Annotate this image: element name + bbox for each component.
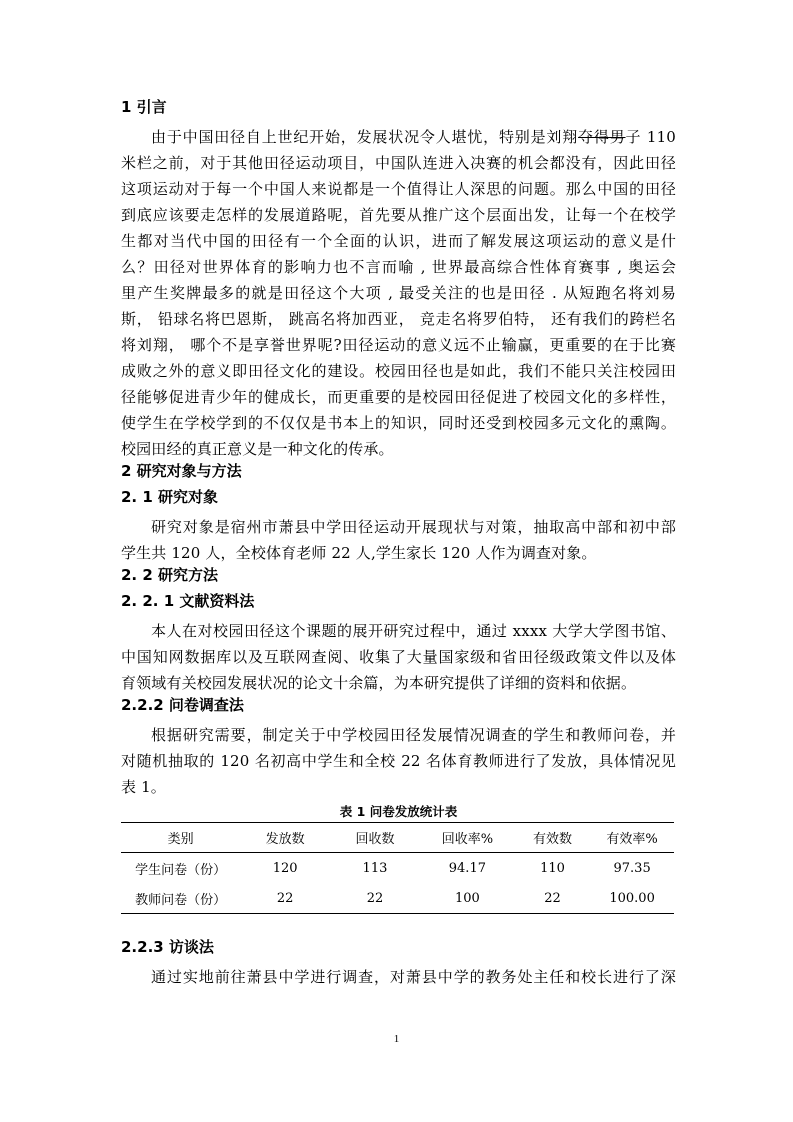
subsection-heading-methods: 2. 2 研究方法 <box>121 566 219 584</box>
text-line: 成败之外的意义即田径文化的建设。校园田径也是如此，我们不能只关注校园田 <box>121 362 676 380</box>
text-line: 本人在对校园田径这个课题的展开研究过程中，通过 xxxx 大学大学图书馆、 <box>151 622 676 640</box>
table-cell: 113 <box>362 860 388 876</box>
table-header-row <box>121 823 674 853</box>
text-line: 学生共 120 人，全校体育老师 22 人,学生家长 120 人作为调查对象。 <box>121 544 597 562</box>
page-content <box>121 98 676 990</box>
table-row <box>121 883 674 914</box>
page-number: 1 <box>393 1033 400 1045</box>
text-line: 到底应该要走怎样的发展道路呢，首先要从推广这个层面出发，让每一个在校学 <box>121 206 676 224</box>
text-line: 这项运动对于每一个中国人来说都是一个值得让人深思的问题。那么中国的田径 <box>121 180 676 198</box>
subsubsection-heading-questionnaire: 2.2.2 问卷调查法 <box>121 696 244 714</box>
text-line: 根据研究需要，制定关于中学校园田径发展情况调查的学生和教师问卷，并 <box>151 726 676 744</box>
table-header-cell: 回收数 <box>330 823 420 853</box>
table-cell: 110 <box>540 860 565 876</box>
struck-text: 夺得男 <box>578 128 626 146</box>
text-line: 育领域有关校园发展状况的论文十余篇，为本研究提供了详细的资料和依据。 <box>121 674 637 692</box>
text-line: 径能够促进青少年的健成长，而更重要的是校园田径促进了校园文化的多样性， <box>121 388 676 406</box>
text-line: 通过实地前往萧县中学进行调查，对萧县中学的教务处主任和校长进行了深 <box>151 968 676 986</box>
table-cell: 97.35 <box>613 860 651 876</box>
paragraph-introduction <box>121 124 676 462</box>
text-line: 米栏之前，对于其他田径运动项目，中国队连进入决赛的机会都没有，因此田径 <box>121 154 676 172</box>
text-line: 将刘翔， 哪个不是享誉世界呢?田径运动的意义远不止输赢，更重要的在于比赛 <box>121 336 676 354</box>
text-line: 使学生在学校学到的不仅仅是书本上的知识，同时还受到校园多元文化的熏陶。 <box>121 414 676 432</box>
paragraph-interview <box>121 964 676 990</box>
subsubsection-heading-literature: 2. 2. 1 文献资料法 <box>121 592 255 610</box>
table-header-cell: 回收率% <box>420 823 515 853</box>
text-line: 表 1。 <box>121 778 166 796</box>
text-line: 研究对象是宿州市萧县中学田径运动开展现状与对策，抽取高中部和初中部 <box>151 518 676 536</box>
paragraph-subjects <box>121 514 676 566</box>
table-cell: 22 <box>515 883 590 914</box>
text-segment: 子 110 <box>625 128 676 146</box>
paragraph-questionnaire <box>121 722 676 800</box>
text-segment: 由于中国田径自上世纪开始，发展状况令人堪忧，特别是刘翔 <box>151 128 579 146</box>
table-cell: 100 <box>420 883 515 914</box>
table-row <box>121 853 674 884</box>
table-cell: 教师问卷（份） <box>121 883 240 914</box>
text-line: 校园田经的真正意义是一种文化的传承。 <box>121 440 394 458</box>
table-cell: 100.00 <box>590 883 674 914</box>
table-cell: 94.17 <box>448 860 486 876</box>
subsection-heading-subjects: 2. 1 研究对象 <box>121 488 219 506</box>
table-caption: 表 1 问卷发放统计表 <box>339 804 458 819</box>
table-cell: 22 <box>330 883 420 914</box>
table-cell: 学生问卷（份） <box>135 862 227 878</box>
text-line: 中国知网数据库以及互联网查阅、收集了大量国家级和省田径级政策文件以及体 <box>121 648 676 666</box>
text-line: 生都对当代中国的田径有一个全面的认识，进而了解发展这项运动的意义是什 <box>121 232 676 250</box>
table-cell: 120 <box>272 860 298 876</box>
table-header-cell: 发放数 <box>240 823 330 853</box>
section-heading-introduction: 1 引言 <box>121 98 167 116</box>
table-header-cell: 类别 <box>121 823 240 853</box>
text-line: 对随机抽取的 120 名初高中学生和全校 22 名体育教师进行了发放，具体情况见 <box>121 752 676 770</box>
text-line <box>121 124 676 150</box>
text-line: 斯， 铅球名将巴恩斯， 跳高名将加西亚， 竞走名将罗伯特， 还有我们的跨栏名 <box>121 310 676 328</box>
text-line: 么？田径对世界体育的影响力也不言而喻 , 世界最高综合性体育赛事 , 奥运会 <box>121 258 676 276</box>
spacer <box>121 914 676 938</box>
table-header-cell: 有效率% <box>590 823 674 853</box>
text-line: 里产生奖牌最多的就是田径这个大项 , 最受关注的也是田径 . 从短跑名将刘易 <box>121 284 676 302</box>
section-heading-methods: 2 研究对象与方法 <box>121 462 242 480</box>
subsubsection-heading-interview: 2.2.3 访谈法 <box>121 938 214 956</box>
table-cell: 22 <box>240 883 330 914</box>
questionnaire-table <box>121 822 674 914</box>
paragraph-literature <box>121 618 676 696</box>
table-header-cell: 有效数 <box>515 823 590 853</box>
